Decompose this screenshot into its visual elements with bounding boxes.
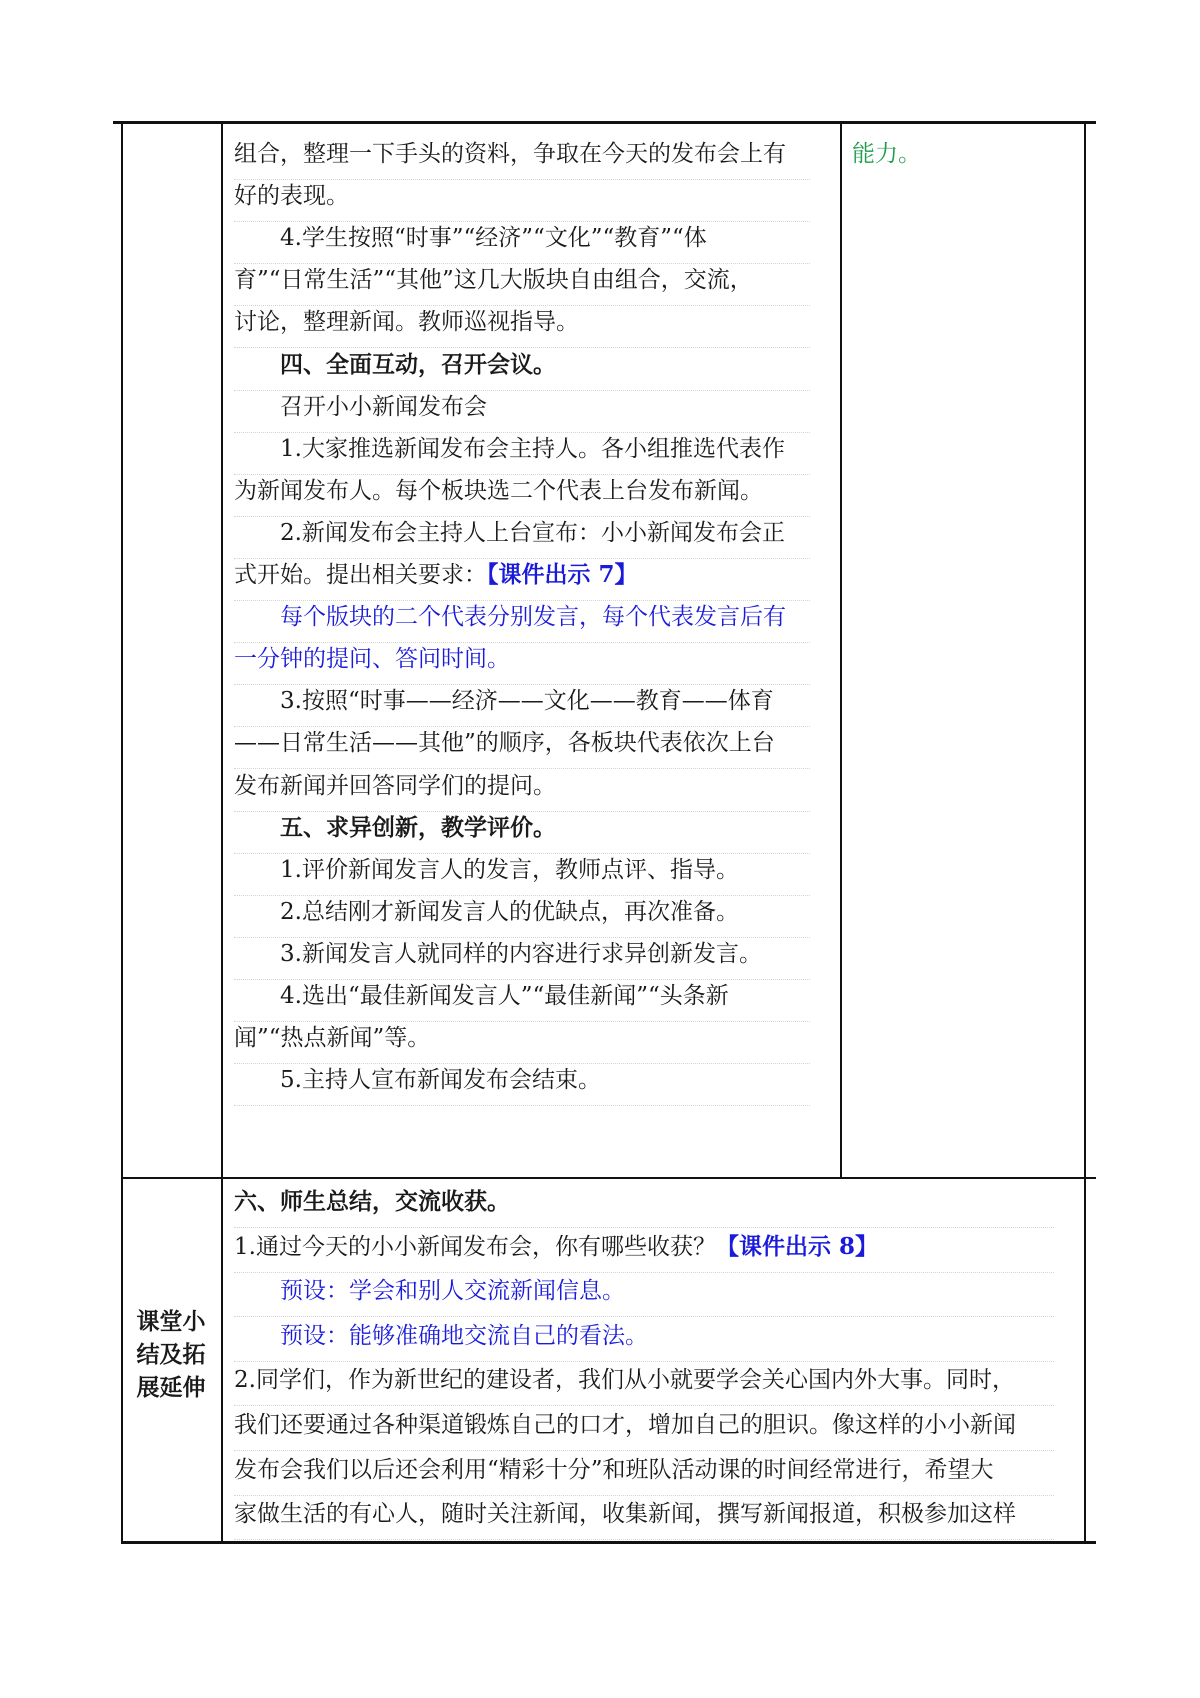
text-line bbox=[234, 808, 810, 854]
text-line-content: 发布会我们以后还会利用“精彩十分”和班队活动课的时间经常进行，希望大 bbox=[234, 1456, 994, 1483]
text-line bbox=[234, 639, 810, 685]
text-line-content: 育”“日常生活”“其他”这几大版块自由组合，交流， bbox=[234, 267, 753, 294]
text-line-content: 五、求异创新，教学评价。 bbox=[234, 813, 556, 841]
text-line-content: 发布新闻并回答同学们的提问。 bbox=[234, 772, 556, 799]
text-line bbox=[234, 471, 810, 517]
text-line bbox=[234, 934, 810, 980]
text-line-content: 召开小小新闻发布会 bbox=[234, 393, 487, 420]
text-line bbox=[234, 1060, 810, 1106]
text-line-content: 好的表现。 bbox=[234, 183, 349, 210]
text-line bbox=[234, 681, 810, 727]
section-label-line: 结及拓 bbox=[136, 1341, 206, 1368]
text-line-content: 2.总结刚才新闻发言人的优缺点，再次准备。 bbox=[234, 898, 739, 925]
text-line-content: 2.新闻发布会主持人上台宣布：小小新闻发布会正 bbox=[234, 519, 785, 546]
table-right-border bbox=[1084, 122, 1086, 1543]
text-line-content: 5.主持人宣布新闻发布会结束。 bbox=[234, 1067, 601, 1094]
text-line bbox=[234, 1182, 1054, 1228]
text-line-content: 2.同学们，作为新世纪的建设者，我们从小就要学会关心国内外大事。同时， bbox=[234, 1367, 1015, 1394]
section-label-line: 课堂小 bbox=[136, 1308, 206, 1335]
text-line bbox=[234, 555, 810, 601]
text-line-content: 家做生活的有心人，随时关注新闻，收集新闻，撰写新闻报道，积极参加这样 bbox=[234, 1501, 1016, 1528]
text-line bbox=[234, 302, 810, 348]
table-row-divider bbox=[121, 1177, 1096, 1179]
text-line bbox=[234, 1271, 1054, 1317]
table-bottom-border bbox=[121, 1541, 1096, 1544]
table-notes-divider bbox=[840, 122, 842, 1178]
text-line bbox=[234, 1360, 1054, 1406]
text-line-content: 1.评价新闻发言人的发言，教师点评、指导。 bbox=[234, 856, 739, 883]
text-line-content: ——日常生活——其他”的顺序，各板块代表依次上台 bbox=[234, 730, 775, 757]
courseware-tag: 【课件出示 7】 bbox=[487, 561, 638, 588]
text-line-content: 式开始。提出相关要求： bbox=[234, 562, 487, 588]
text-line-content: 闻”“热点新闻”等。 bbox=[234, 1025, 431, 1052]
text-line bbox=[234, 134, 810, 180]
text-line bbox=[234, 260, 810, 306]
text-line bbox=[234, 176, 810, 222]
text-line-content: 为新闻发布人。每个板块选二个代表上台发布新闻。 bbox=[234, 477, 763, 504]
text-line-content: 1.通过今天的小小新闻发布会，你有哪些收获？ bbox=[234, 1233, 716, 1260]
text-line bbox=[234, 766, 810, 812]
text-line-content: 3.按照“时事——经济——文化——教育——体育 bbox=[234, 688, 774, 715]
section-label bbox=[121, 1305, 221, 1404]
text-line bbox=[234, 1494, 1054, 1540]
text-line bbox=[234, 1405, 1054, 1451]
text-line bbox=[234, 976, 810, 1022]
text-line-content: 六、师生总结，交流收获。 bbox=[234, 1188, 510, 1215]
text-line-content: 预设：学会和别人交流新闻信息。 bbox=[234, 1278, 625, 1305]
text-line bbox=[234, 723, 810, 769]
text-line bbox=[234, 1450, 1054, 1496]
courseware-tag: 【课件出示 8】 bbox=[715, 1232, 878, 1260]
table-top-border bbox=[113, 121, 1096, 124]
section-label-line: 展延伸 bbox=[136, 1374, 206, 1401]
text-line-content: 四、全面互动，召开会议。 bbox=[234, 350, 556, 378]
text-line bbox=[234, 597, 810, 643]
text-line-content: 预设：能够准确地交流自己的看法。 bbox=[234, 1322, 648, 1349]
text-line bbox=[234, 513, 810, 559]
text-line bbox=[234, 218, 810, 264]
table-label-divider bbox=[221, 122, 223, 1543]
text-line bbox=[234, 429, 810, 475]
text-line bbox=[234, 1227, 1054, 1273]
text-line bbox=[234, 892, 810, 938]
text-line-content: 4.选出“最佳新闻发言人”“最佳新闻”“头条新 bbox=[234, 983, 729, 1009]
text-line-content: 1.大家推选新闻发布会主持人。各小组推选代表作 bbox=[234, 435, 785, 462]
text-line bbox=[234, 850, 810, 896]
text-line-content: 讨论，整理新闻。教师巡视指导。 bbox=[234, 309, 579, 336]
text-line bbox=[234, 1316, 1054, 1362]
text-line bbox=[234, 345, 810, 391]
text-line-content: 一分钟的提问、答问时间。 bbox=[234, 646, 510, 673]
text-line-content: 4.学生按照“时事”“经济”“文化”“教育”“体 bbox=[234, 225, 707, 252]
text-line bbox=[234, 1018, 810, 1064]
text-line-content: 3.新闻发言人就同样的内容进行求异创新发言。 bbox=[234, 940, 762, 967]
text-line-content: 组合，整理一下手头的资料，争取在今天的发布会上有 bbox=[234, 141, 786, 167]
text-line-content: 我们还要通过各种渠道锻炼自己的口才，增加自己的胆识。像这样的小小新闻 bbox=[234, 1412, 1016, 1438]
design-intent-note: 能力。 bbox=[852, 141, 921, 167]
text-line-content: 每个版块的二个代表分别发言，每个代表发言后有 bbox=[234, 604, 786, 631]
text-line bbox=[234, 387, 810, 433]
